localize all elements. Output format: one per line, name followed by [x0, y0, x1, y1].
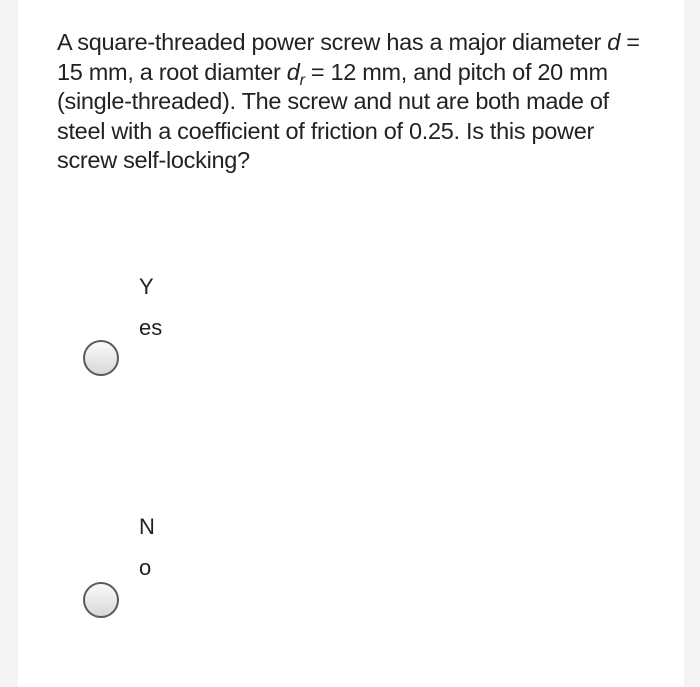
question-text-part: A square-threaded power screw has a major diameter	[57, 29, 608, 55]
question-text-part: = 15 mm, a root diamter	[57, 29, 640, 85]
variable-dr-subscript: r	[299, 71, 305, 89]
variable-dr: d	[286, 58, 300, 85]
variable-d: d	[607, 29, 621, 55]
option-yes-radio[interactable]	[83, 340, 119, 376]
option-no-label[interactable]: No	[139, 514, 155, 580]
question-text-part: = 12 mm, and pitch of 20 mm (single-threaded). The screw and nut are both made of steel with a coefficient of friction of 0.25. Is this power screw self-locking?	[57, 58, 609, 173]
option-no-radio[interactable]	[83, 582, 119, 618]
option-yes-label[interactable]: Yes	[139, 274, 163, 340]
question-text	[57, 28, 657, 176]
